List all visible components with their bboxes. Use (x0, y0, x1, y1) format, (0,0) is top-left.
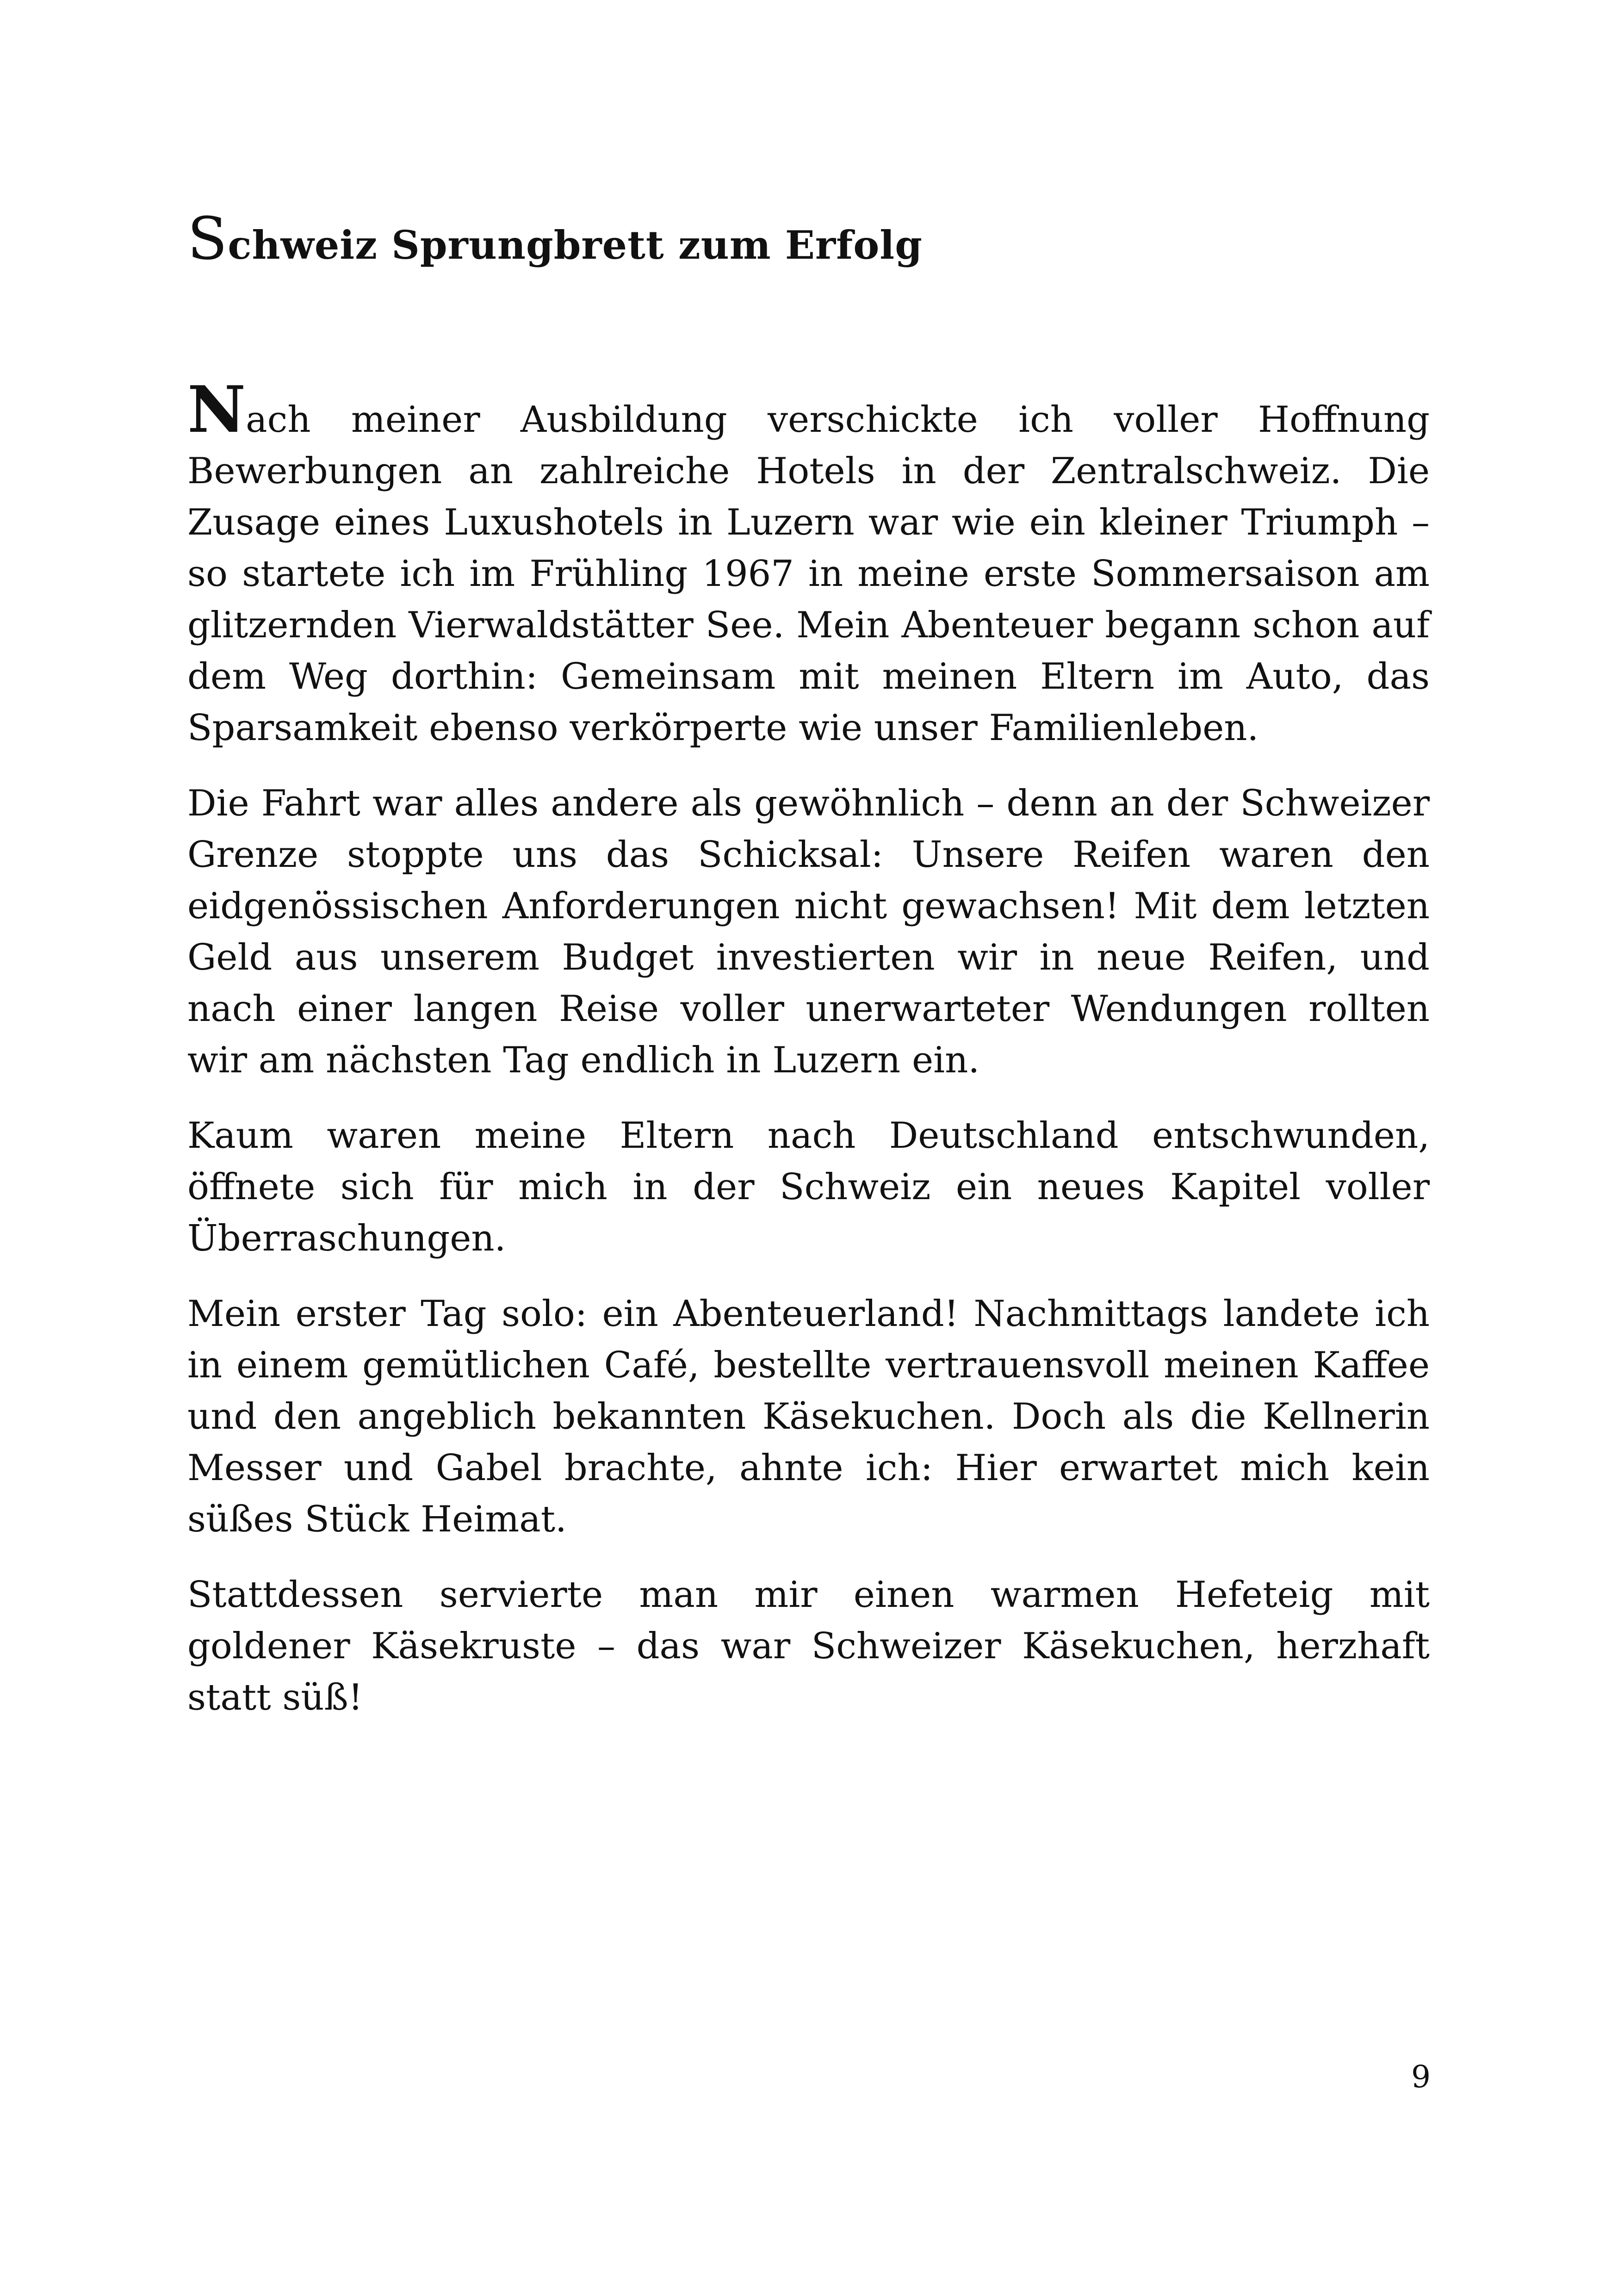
paragraph-3: Kaum waren meine Eltern nach Deutschland entschwunden, öffnete sich für mich in der Schweiz ein neues Kapitel voller Überraschungen. (187, 1115, 1430, 1259)
drop-cap: N (187, 372, 246, 447)
chapter-body (187, 372, 1430, 1748)
paragraph-4: Mein erster Tag solo: ein Abenteuerland! Nachmittags landete ich in einem gemütlichen Café, bestellte vertrauensvoll meinen Kaffee und den angeblich bekannten Käsekuchen. Doch als die Kellnerin Messer und Gabel brachte, ahnte ich: Hier erwartet mich kein süßes Stück Heimat. (187, 1293, 1430, 1540)
page-number: 9 (1411, 2059, 1431, 2095)
heading-initial: S (187, 205, 228, 273)
heading-text: chweiz Sprungbrett zum Erfolg (228, 222, 923, 268)
chapter-heading (187, 204, 1437, 274)
paragraph-1-text: ach meiner Ausbildung verschickte ich voller Hoffnung Bewerbungen an zahlreiche Hotels in der Zentralschweiz. Die Zusage eines Luxushotels in Luzern war wie ein kleiner Triumph – so startete ich im Frühling 1967 in meine erste Sommersaison am glitzernden Vierwaldstätter See. Mein Abenteuer begann schon auf dem Weg dorthin: Gemeinsam mit meinen Eltern im Auto, das Sparsamkeit ebenso verkörperte wie unser Familienleben. (187, 399, 1430, 749)
paragraph-5: Stattdessen servierte man mir einen warmen Hefeteig mit goldener Käsekruste – das war Schweizer Käsekuchen, herzhaft statt süß! (187, 1574, 1430, 1718)
paragraph-2: Die Fahrt war alles andere als gewöhnlich – denn an der Schweizer Grenze stoppte uns das Schicksal: Unsere Reifen waren den eidgenössischen Anforderungen nicht gewachsen! Mit dem letzten Geld aus unserem Budget investierten wir in neue Reifen, und nach einer langen Reise voller unerwarteter Wendungen rollten wir am nächsten Tag endlich in Luzern ein. (187, 783, 1430, 1081)
paragraph-1 (187, 372, 1430, 754)
